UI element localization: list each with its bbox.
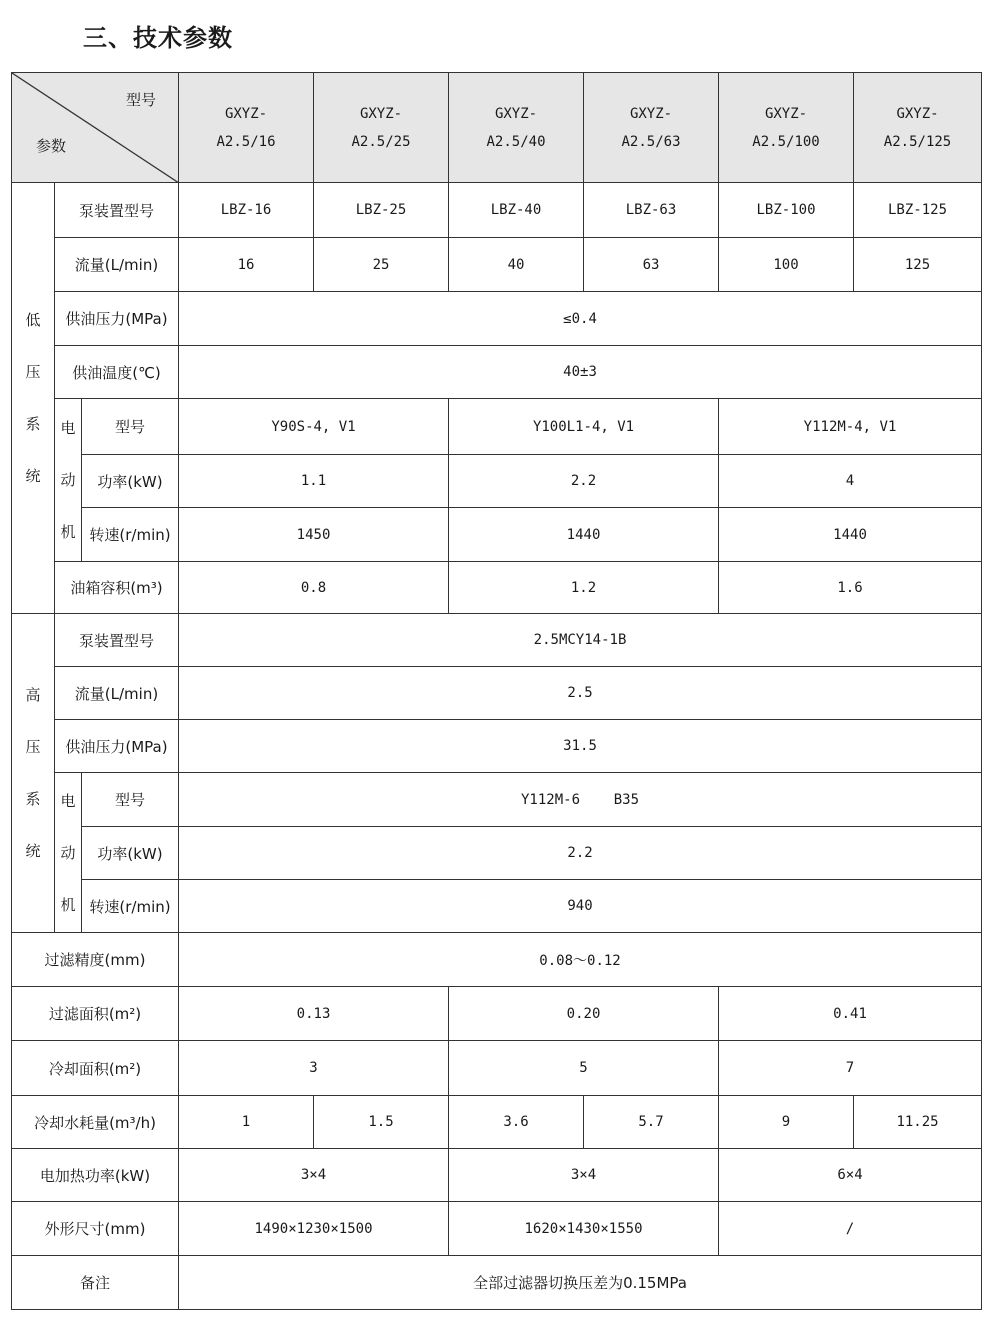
row-label: 冷却水耗量(m³/h) bbox=[12, 1096, 179, 1149]
low-pump-row bbox=[12, 183, 982, 238]
dimensions-row bbox=[12, 1202, 982, 1256]
row-label: 备注 bbox=[12, 1256, 179, 1310]
row-label: 流量(L/min) bbox=[55, 667, 179, 720]
table-cell: 1 bbox=[179, 1096, 314, 1149]
table-cell: ≤0.4 bbox=[179, 292, 982, 346]
header-diagonal-cell bbox=[12, 73, 179, 183]
table-cell: 940 bbox=[179, 880, 982, 933]
low-motor-model-row bbox=[12, 399, 982, 455]
table-cell: 1620×1430×1550 bbox=[449, 1202, 719, 1256]
row-label: 过滤面积(m²) bbox=[12, 987, 179, 1041]
param-label: 参数 bbox=[36, 137, 67, 155]
table-cell: 2.2 bbox=[179, 827, 982, 880]
table-cell: 31.5 bbox=[179, 720, 982, 773]
table-cell: 0.41 bbox=[719, 987, 982, 1041]
heater-row bbox=[12, 1149, 982, 1202]
filter-area-row bbox=[12, 987, 982, 1041]
table-cell: 3×4 bbox=[449, 1149, 719, 1202]
table-cell: 2.5MCY14-1B bbox=[179, 614, 982, 667]
header-row bbox=[12, 73, 982, 183]
table-cell: 1490×1230×1500 bbox=[179, 1202, 449, 1256]
row-label: 型号 bbox=[82, 399, 179, 455]
high-motor-model-row bbox=[12, 773, 982, 827]
table-cell: LBZ-16 bbox=[179, 183, 314, 238]
cooling-water-row bbox=[12, 1096, 982, 1149]
table-cell: 全部过滤器切换压差为0.15MPa bbox=[179, 1256, 982, 1310]
high-flow-row bbox=[12, 667, 982, 720]
table-cell: 2.5 bbox=[179, 667, 982, 720]
table-cell: 63 bbox=[584, 238, 719, 292]
table-cell: 4 bbox=[719, 455, 982, 508]
model-header: GXYZ- A2.5/100 bbox=[719, 73, 854, 183]
row-label: 电加热功率(kW) bbox=[12, 1149, 179, 1202]
table-cell: 0.13 bbox=[179, 987, 449, 1041]
row-label: 功率(kW) bbox=[82, 455, 179, 508]
table-cell: 11.25 bbox=[854, 1096, 982, 1149]
row-label: 冷却面积(m²) bbox=[12, 1041, 179, 1096]
table-cell: 1450 bbox=[179, 508, 449, 562]
low-motor-power-row bbox=[12, 455, 982, 508]
low-motor-speed-row bbox=[12, 508, 982, 562]
row-label: 供油温度(℃) bbox=[55, 346, 179, 399]
table-cell: 0.20 bbox=[449, 987, 719, 1041]
table-cell: Y112M-6 B35 bbox=[179, 773, 982, 827]
table-cell: 0.08～0.12 bbox=[179, 933, 982, 987]
table-cell: 1.6 bbox=[719, 562, 982, 614]
table-cell: Y100L1-4, V1 bbox=[449, 399, 719, 455]
table-cell: Y112M-4, V1 bbox=[719, 399, 982, 455]
model-header: GXYZ- A2.5/16 bbox=[179, 73, 314, 183]
table-cell: 3.6 bbox=[449, 1096, 584, 1149]
row-label: 转速(r/min) bbox=[82, 508, 179, 562]
row-label: 功率(kW) bbox=[82, 827, 179, 880]
table-cell: LBZ-125 bbox=[854, 183, 982, 238]
model-label: 型号 bbox=[126, 91, 157, 109]
high-pump-row bbox=[12, 614, 982, 667]
tank-row bbox=[12, 562, 982, 614]
table-cell: / bbox=[719, 1202, 982, 1256]
high-motor-power-row bbox=[12, 827, 982, 880]
row-label: 过滤精度(mm) bbox=[12, 933, 179, 987]
table-cell: 3×4 bbox=[179, 1149, 449, 1202]
row-label: 泵装置型号 bbox=[55, 183, 179, 238]
table-cell: 1440 bbox=[719, 508, 982, 562]
row-label: 泵装置型号 bbox=[55, 614, 179, 667]
table-cell: Y90S-4, V1 bbox=[179, 399, 449, 455]
model-header: GXYZ- A2.5/63 bbox=[584, 73, 719, 183]
table-cell: 16 bbox=[179, 238, 314, 292]
low-motor-group-label: 电 动 机 bbox=[55, 399, 82, 562]
table-cell: 25 bbox=[314, 238, 449, 292]
table-cell: 5 bbox=[449, 1041, 719, 1096]
cooling-area-row bbox=[12, 1041, 982, 1096]
table-cell: 1.5 bbox=[314, 1096, 449, 1149]
remark-row bbox=[12, 1256, 982, 1310]
table-cell: 6×4 bbox=[719, 1149, 982, 1202]
model-header: GXYZ- A2.5/25 bbox=[314, 73, 449, 183]
model-header: GXYZ- A2.5/125 bbox=[854, 73, 982, 183]
row-label: 转速(r/min) bbox=[82, 880, 179, 933]
table-cell: 2.2 bbox=[449, 455, 719, 508]
table-cell: 0.8 bbox=[179, 562, 449, 614]
table-cell: LBZ-100 bbox=[719, 183, 854, 238]
low-flow-row bbox=[12, 238, 982, 292]
high-pressure-row bbox=[12, 720, 982, 773]
row-label: 流量(L/min) bbox=[55, 238, 179, 292]
row-label: 供油压力(MPa) bbox=[55, 720, 179, 773]
table-cell: LBZ-40 bbox=[449, 183, 584, 238]
table-cell: 1.1 bbox=[179, 455, 449, 508]
table-cell: 9 bbox=[719, 1096, 854, 1149]
page-title: 三、技术参数 bbox=[83, 24, 233, 52]
table-cell: 1.2 bbox=[449, 562, 719, 614]
table-cell: 125 bbox=[854, 238, 982, 292]
low-temp-row bbox=[12, 346, 982, 399]
table-cell: 40 bbox=[449, 238, 584, 292]
spec-table-wrapper bbox=[11, 72, 982, 1310]
table-cell: 5.7 bbox=[584, 1096, 719, 1149]
row-label: 外形尺寸(mm) bbox=[12, 1202, 179, 1256]
table-cell: 3 bbox=[179, 1041, 449, 1096]
high-motor-speed-row bbox=[12, 880, 982, 933]
low-pressure-group-label: 低 压 系 统 bbox=[12, 183, 55, 614]
filter-precision-row bbox=[12, 933, 982, 987]
row-label: 油箱容积(m³) bbox=[55, 562, 179, 614]
table-cell: 7 bbox=[719, 1041, 982, 1096]
table-cell: LBZ-25 bbox=[314, 183, 449, 238]
table-cell: 1440 bbox=[449, 508, 719, 562]
low-pressure-row bbox=[12, 292, 982, 346]
high-pressure-group-label: 高 压 系 统 bbox=[12, 614, 55, 933]
row-label: 型号 bbox=[82, 773, 179, 827]
table-cell: 40±3 bbox=[179, 346, 982, 399]
table-cell: LBZ-63 bbox=[584, 183, 719, 238]
row-label: 供油压力(MPa) bbox=[55, 292, 179, 346]
spec-table bbox=[11, 72, 982, 1310]
high-motor-group-label: 电 动 机 bbox=[55, 773, 82, 933]
table-cell: 100 bbox=[719, 238, 854, 292]
model-header: GXYZ- A2.5/40 bbox=[449, 73, 584, 183]
